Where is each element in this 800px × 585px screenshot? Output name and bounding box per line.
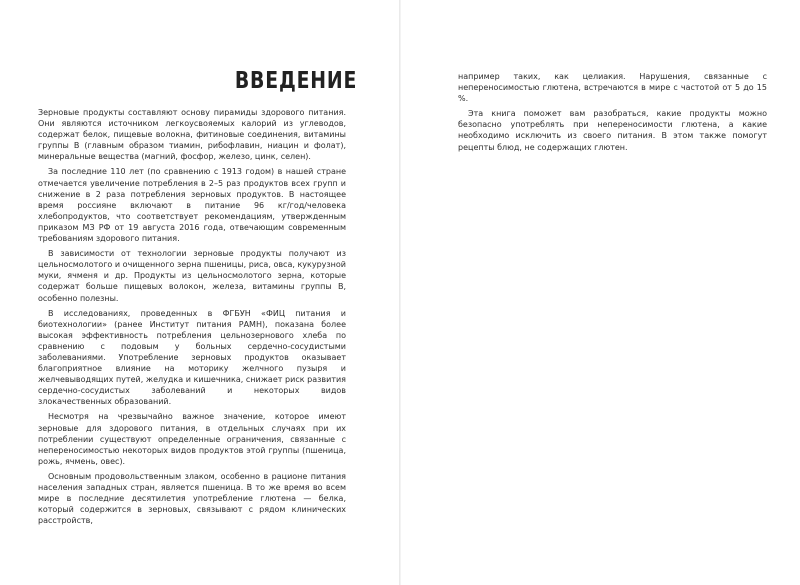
left-page [0,0,399,585]
right-page [401,0,800,585]
paragraph: Эта книга поможет вам разобраться, какие продукты можно безопасно употреблять при непереносимости глютена, а какие необходимо исключить из своего питания. В этом также помогут рецепты блюд, не содержащих глютен. [458,109,767,152]
paragraph: например таких, как целиакия. Нарушения, связанные с непереносимостью глютена, встречаются в мире с частотой от 5 до 15 %. [458,72,767,104]
paragraph: В зависимости от технологии зерновые продукты получают из цельносмолотого и очищенного зерна пшеницы, риса, овса, кукурузной муки, ячменя и др. Продукты из цельносмолотого зерна, которые содержат больше пищевых волокон, железа, витамины группы В, особенно полезны. [38,249,346,303]
left-text-column [38,107,346,526]
paragraph: В исследованиях, проведенных в ФГБУН «ФИЦ питания и биотехнологии» (ранее Институт питания РАМН), показана более высокая эффективность потребления цельнозернового хлеба по сравнению с подовым у больных сердечно-сосудистыми заболеваниями. Употребление зерновых продуктов оказывает благоприятное влияние на моторику желчного пузыря и желчевыводящих путей, желудка и кишечника, снижает риск развития сердечно-сосудистых заболеваний и некоторых видов злокачественных образований. [38,308,346,407]
paragraph: Зерновые продукты составляют основу пирамиды здорового питания. Они являются источником легкоусвояемых калорий из углеводов, содержат белок, пищевые волокна, фитиновые соединения, витамины группы В (главным образом тиамин, рибофлавин, ниацин и фолат), минеральные вещества (магний, фосфор, железо, цинк, селен). [38,108,346,162]
right-text-column [458,71,767,153]
paragraph: Несмотря на чрезвычайно важное значение, которое имеют зерновые для здорового питания, в отдельных случаях при их потреблении существуют определенные ограничения, связанные с непереносимостью некоторых видов продуктов этой группы (пшеница, рожь, ячмень, овес). [38,412,346,466]
paragraph: Основным продовольственным злаком, особенно в рационе питания населения западных стран, является пшеница. В то же время во всем мире в последние десятилетия употребление глютена — белка, который содержится в зерновых, связывают с рядом клинических расстройств, [38,471,346,526]
chapter-heading: ВВЕДЕНИЕ [234,68,357,94]
paragraph: За последние 110 лет (по сравнению с 1913 годом) в нашей стране отмечается увеличение потребления в 2–5 раз продуктов всех групп и снижение в 2 раза потребления зерновых продуктов. В настоящее время россияне включают в питание 96 кг/год/человека хлебопродуктов, что соответствует рекомендациям, утвержденным приказом МЗ РФ от 19 августа 2016 года, отвечающим современным требованиям здорового питания. [38,167,346,244]
